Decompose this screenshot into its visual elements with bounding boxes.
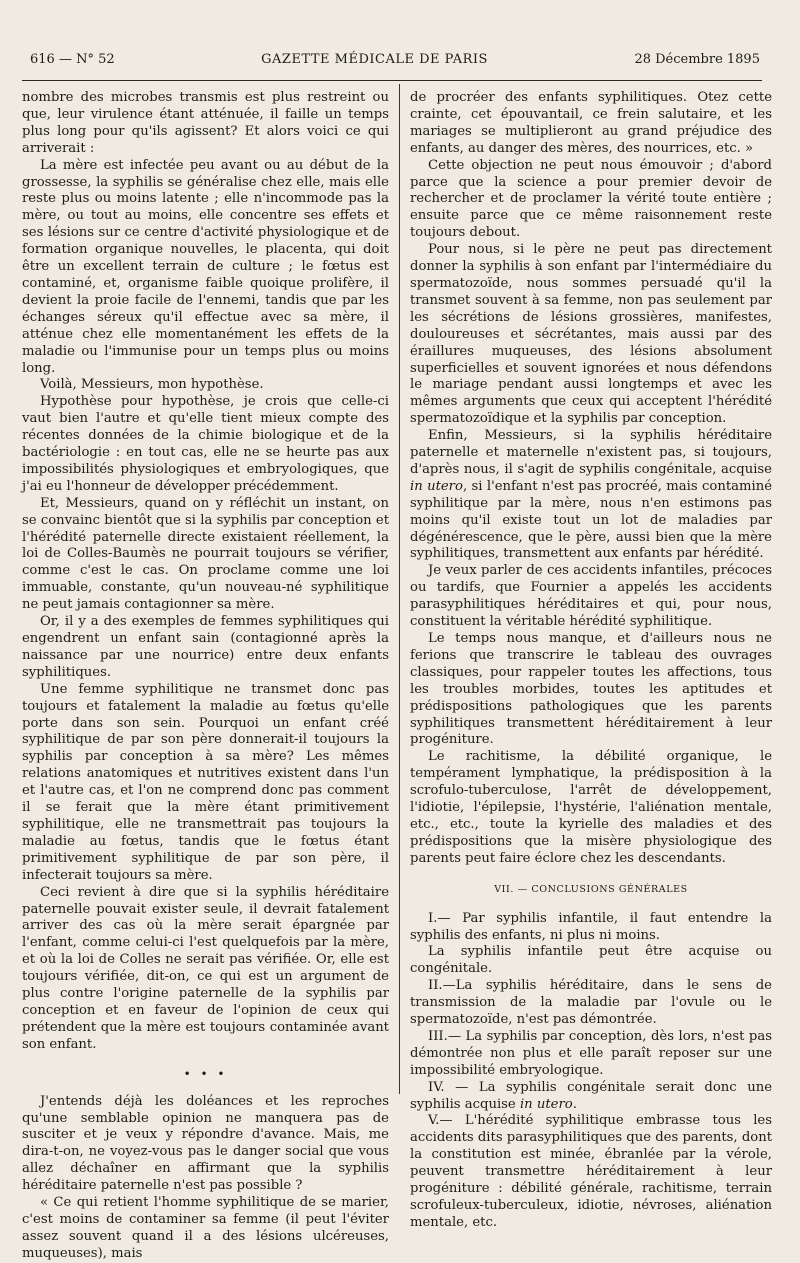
text-run: IV. — La syphilis congénitale serait donc une syphilis acquise — [410, 1079, 772, 1112]
conclusion-item: II.—La syphilis héréditaire, dans le sens de transmission de la maladie par l'ovule ou le spermatozoïde, n'est pas démontrée. — [410, 978, 772, 1028]
paragraph: Cette objection ne peut nous émouvoir ; d'abord parce que la science a pour premier devoir de rechercher et de proclamer la vérité toute entière ; ensuite parce que ce même raisonnement reste toujours debout. — [410, 157, 772, 241]
paragraph: Le temps nous manque, et d'ailleurs nous ne ferions que transcrire le tableau des ouvrages classiques, pour rappeler toutes les affections, tous les troubles morbides, toutes les aptitudes et prédispositions pathologiques que les parents syphilitiques transmettent héréditairement à leur progéniture. — [410, 631, 772, 748]
paragraph: La mère est infectée peu avant ou au début de la grossesse, la syphilis se généralise chez elle, mais elle reste plus ou moins latente ; elle n'incommode pas la mère, ou tout au moins, elle concentre ses effets et ses lésions sur ce centre d'activité physiologique et de formation organique nouvelles, le placenta, qui doit être un excellent terrain de culture ; le fœtus est contaminé, et, organisme faible quoique prolifère, il devient la proie facile de l'ennemi, tandis que par les échanges séreux qu'il effectue avec sa mère, il atténue chez elle momentanément les effets de la maladie ou l'immunise pour un temps plus ou moins long. — [22, 157, 389, 376]
paragraph: Le rachitisme, la débilité organique, le tempérament lymphatique, la prédisposition à la scrofulo-tuberculose, l'arrêt de développement, l'idiotie, l'épilepsie, l'hystérie, l'aliénation mentale, etc., etc., toute la kyrielle des maladies et des prédispositions que la misère physiologique des parents peut faire éclore chez les descendants. — [410, 749, 772, 866]
journal-title: GAZETTE MÉDICALE DE PARIS — [261, 52, 488, 67]
section-heading: VII. — CONCLUSIONS GÉNÉRALES — [494, 883, 688, 895]
paragraph: Hypothèse pour hypothèse, je crois que celle-ci vaut bien l'autre et qu'elle tient mieux compte des récentes données de la chimie biologique et de la bactériologie : en tout cas, elle ne se heurte pas aux impossibilités physiologiques et embryologiques, que j'ai eu l'honneur de développer précédemment. — [22, 394, 389, 494]
paragraph — [410, 428, 772, 563]
paragraph: « Ce qui retient l'homme syphilitique de se marier, c'est moins de contaminer sa femme (il peut l'éviter assez souvent quand il a des lésions ulcéreuses, muqueuses), mais — [22, 1195, 389, 1261]
paragraph: Pour nous, si le père ne peut pas directement donner la syphilis à son enfant par l'intermédiaire du spermatozoïde, nous sommes persuadé qu'il la transmet souvent à sa femme, non pas seulement par les sécrétions de lésions grossières, manifestes, douloureuses et sécrétantes, mais aussi par des éraillures muqueuses, des lésions absolument superficielles et souvent ignorées et nous défendons le mariage pendant aussi longtemps et avec les mêmes arguments que ceux qui acceptent l'hérédité spermatozoïdique et la syphilis par conception. — [410, 242, 772, 427]
text-run: Enfin, Messieurs, si la syphilis héréditaire paternelle et maternelle n'existent pas, si toujours, d'après nous, il s'agit de syphilis congénitale, acquise — [410, 428, 772, 477]
italic-text: in utero — [519, 1096, 573, 1112]
paragraph: Je veux parler de ces accidents infantiles, précoces ou tardifs, que Fournier a appelés les accidents parasyphilitiques héréditaires et qui, pour nous, constituent la véritable hérédité syphilitique. — [410, 563, 772, 630]
text-run: . — [572, 1096, 577, 1112]
paragraph: Une femme syphilitique ne transmet donc pas toujours et fatalement la maladie au fœtus qu'elle porte dans son sein. Pourquoi un enfant créé syphilitique de par son père donnerait-il toujours la syphilis par conception à sa mère? Les mêmes relations anatomiques et nutritives existent dans l'un et l'autre cas, et l'on ne comprend donc pas comment il se ferait que la mère étant primitivement syphilitique, elle ne transmettrait pas toujours la maladie au fœtus, tandis que le fœtus étant primitivement syphilitique de par son père, il infecterait toujours sa mère. — [22, 681, 389, 883]
paragraph: Voilà, Messieurs, mon hypothèse. — [40, 377, 264, 393]
issue-date: 28 Décembre 1895 — [634, 52, 760, 67]
conclusion-item: III.— La syphilis par conception, dès lors, n'est pas démontrée non plus et elle paraît reposer sur une impossibilité embryologique. — [410, 1028, 772, 1078]
conclusion-item: La syphilis infantile peut être acquise ou congénitale. — [410, 944, 772, 977]
paragraph: J'entends déjà les doléances et les reproches qu'une semblable opinion ne manquera pas de susciter et je veux y répondre d'avance. Mais, me dira-t-on, ne voyez-vous pas le danger social que vous allez déchaîner en affirmant que la syphilis héréditaire paternelle n'est pas possible ? — [22, 1093, 389, 1194]
text-run: , si l'enfant n'est pas procréé, mais contaminé syphilitique par la mère, nous n'en estimons pas moins qu'il existe tout un lot de maladies par dégénérescence, que le père, aussi bien que la mère syphilitiques, transmettent aux enfants par hérédité. — [410, 478, 772, 562]
paragraph: Ceci revient à dire que si la syphilis héréditaire paternelle pouvait exister seule, il devrait fatalement arriver des cas où la mère serait épargnée par l'enfant, comme celui-ci l'est quelquefois par la mère, et où la loi de Colles ne serait pas vérifiée. Or, elle est toujours vérifiée, dit-on, ce qui est un argument de plus contre l'origine paternelle de la syphilis par conception et en faveur de l'opinion de ceux qui prétendent que la mère est toujours contaminée avant son enfant. — [22, 884, 389, 1052]
conclusion-item — [410, 1080, 772, 1114]
right-column — [410, 90, 772, 1230]
section-separator: • • • — [183, 1066, 228, 1081]
italic-text: in utero — [410, 478, 463, 494]
paragraph: de procréer des enfants syphilitiques. Otez cette crainte, cet épouvantail, ce frein salutaire, et les mariages se multiplieront au grand préjudice des enfants, au danger des mères, des nourrices, etc. » — [410, 90, 772, 156]
page-header — [30, 52, 760, 74]
paragraph: Et, Messieurs, quand on y réfléchit un instant, on se convainc bientôt que si la syphilis par conception et l'hérédité paternelle directe existaient réellement, la loi de Colles-Baumès ne pourrait toujours se vérifier, comme c'est le cas. On proclame comme une loi immuable, constante, qu'un nouveau-né syphilitique ne peut jamais contagionner sa mère. — [22, 495, 389, 613]
header-rule — [22, 80, 762, 81]
page-number: 616 — N° 52 — [30, 52, 115, 67]
left-column — [22, 90, 389, 1261]
column-divider — [399, 84, 400, 1094]
conclusion-item: V.— L'hérédité syphilitique embrasse tous les accidents dits parasyphilitiques que des parents, dont la constitution est minée, ébranlée par la vérole, peuvent transmettre héréditairement à leur progéniture : débilité générale, rachitisme, terrain scrofuleux-tuberculeux, idiotie, névroses, aliénation mentale, etc. — [410, 1113, 772, 1230]
paragraph: nombre des microbes transmis est plus restreint ou que, leur virulence étant atténuée, il faille un temps plus long pour qu'ils agissent? Et alors voici ce qui arriverait : — [22, 90, 389, 156]
paragraph: Or, il y a des exemples de femmes syphilitiques qui engendrent un enfant sain (contagionné après la naissance par une nourrice) entre deux enfants syphilitiques. — [22, 614, 389, 680]
conclusion-item: I.— Par syphilis infantile, il faut entendre la syphilis des enfants, ni plus ni moins. — [410, 910, 772, 943]
